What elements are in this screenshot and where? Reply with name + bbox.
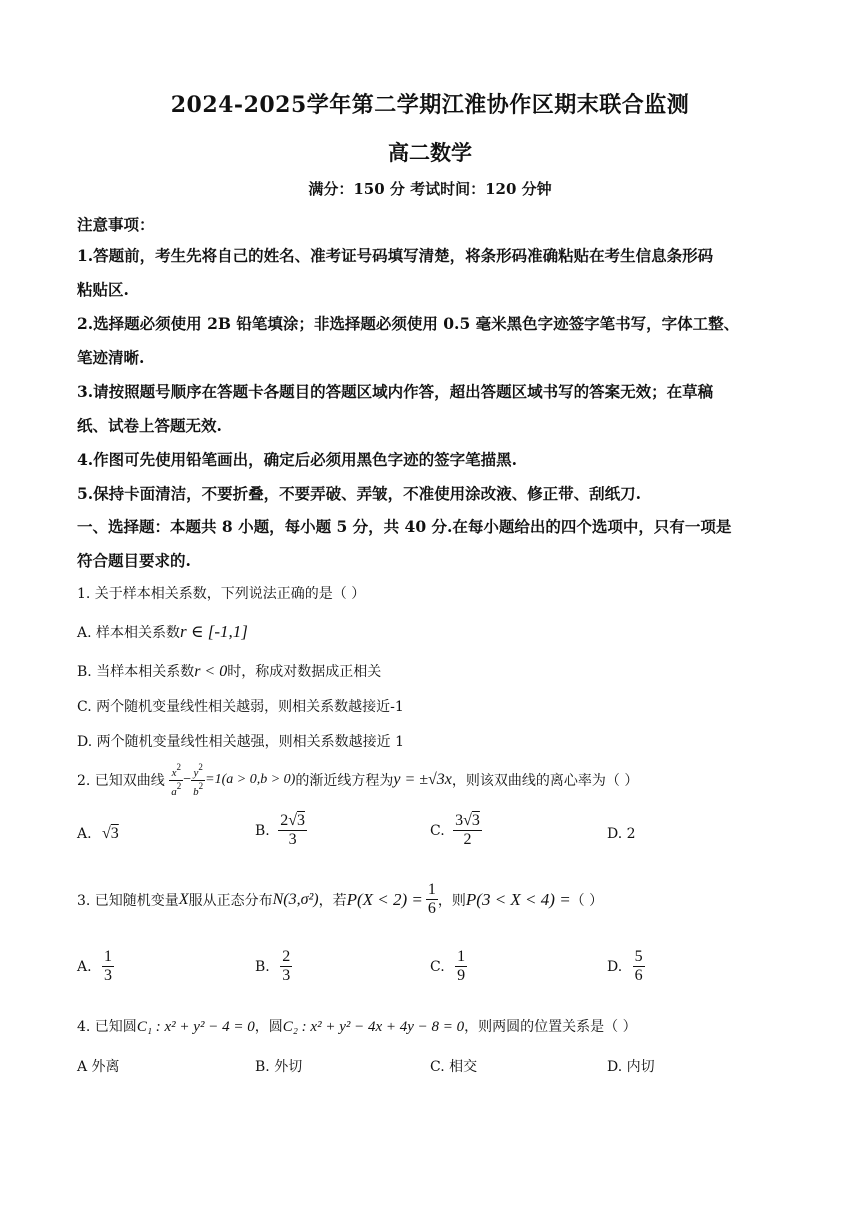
- q4-mid: ，圆: [254, 1019, 283, 1035]
- question-3-option-a: A. $\frac{1}{3}$: [77, 948, 113, 985]
- question-2-option-b: B. $\frac{2√3}{3}$: [255, 812, 305, 849]
- question-3-stem: 3. 已知随机变量X服从正态分布N(3,σ²)，若P(X < 2) = $\frac{1}{6}$ ，则P(3 < X < 4) =（ ）: [77, 881, 604, 918]
- question-4-option-a: A 外离: [77, 1059, 120, 1075]
- question-4-option-d: D. 内切: [607, 1059, 655, 1075]
- question-3-option-b: B. $\frac{2}{3}$: [255, 948, 291, 985]
- q3-mid3: ，则: [437, 892, 466, 909]
- option-a-math: r ∈ [-1,1]: [180, 622, 248, 641]
- q4-prefix: 4. 已知圆: [77, 1019, 137, 1035]
- q3-var: X: [178, 890, 189, 908]
- q4-suffix: ，则两圆的位置关系是（ ）: [464, 1019, 637, 1035]
- option-b-math: r < 0: [194, 663, 228, 680]
- q3-suffix: （ ）: [570, 892, 604, 909]
- section-heading-cont: 符合题目要求的.: [77, 551, 191, 570]
- question-4-option-b: B. 外切: [255, 1059, 303, 1075]
- question-3-option-c: C. $\frac{1}{9}$: [430, 948, 466, 985]
- notice-item: 粘贴区.: [77, 280, 129, 299]
- exam-meta: 满分：150 分 考试时间：120 分钟: [308, 180, 552, 198]
- question-3-option-d: D. $\frac{5}{6}$: [607, 948, 643, 985]
- question-4-stem: [77, 1016, 637, 1036]
- q2-prefix: 2. 已知双曲线: [77, 773, 165, 790]
- q2-mid: 的渐近线方程为: [295, 773, 394, 790]
- notice-item: 5.保持卡面清洁，不要折叠，不要弄破、弄皱，不准使用涂改液、修正带、刮纸刀.: [77, 484, 642, 503]
- question-2-option-a: A. √3: [77, 825, 119, 842]
- question-1-option-a: [77, 622, 248, 642]
- q3-mid2: ，若: [318, 892, 347, 909]
- section-heading: 一、选择题：本题共 8 小题，每小题 5 分，共 40 分.在每小题给出的四个选项中，只有一项是: [77, 517, 732, 536]
- option-b-text: B. 当样本相关系数: [77, 664, 195, 680]
- question-2-option-d: D. 2: [607, 826, 636, 842]
- q3-mid: 服从正态分布: [188, 892, 273, 909]
- question-2-option-c: C. $\frac{3√3}{2}$: [430, 812, 480, 849]
- fraction-x2-a2: $\frac{x^2}{a^2}$: [171, 762, 182, 798]
- question-1-option-c: C. 两个随机变量线性相关越弱，则相关系数越接近-1: [77, 699, 404, 715]
- option-label: A.: [77, 826, 92, 842]
- q3-prefix: 3. 已知随机变量: [77, 892, 179, 909]
- notice-item: 1.答题前，考生先将自己的姓名、准考证号码填写清楚，将条形码准确粘贴在考生信息条形码: [77, 246, 714, 265]
- q4-circle-1: C₁ : x² + y² − 4 = 0: [136, 1019, 255, 1035]
- option-label: A.: [77, 958, 92, 975]
- q4-circle-2: C₂ : x² + y² − 4x + 4y − 8 = 0: [282, 1019, 465, 1035]
- question-1-option-b: [77, 661, 381, 681]
- option-label: D.: [607, 958, 623, 975]
- notice-item: 4.作图可先使用铅笔画出，确定后必须用黑色字迹的签字笔描黑.: [77, 450, 518, 469]
- q3-ask: P(3 < X < 4) =: [465, 889, 571, 909]
- option-label: C.: [430, 958, 445, 975]
- notice-item: 纸、试卷上答题无效.: [77, 416, 222, 435]
- option-label: C.: [430, 822, 445, 839]
- option-label: B.: [255, 822, 270, 839]
- question-2-stem: 2. 已知双曲线 $\frac{x^2}{a^2}$ − $\frac{y^2}{b^2}$ =1(a > 0,b > 0)的渐近线方程为y = ±√3x，则该双曲线的离心率为（ ）: [77, 762, 639, 798]
- option-b-suffix: 时，称成对数据成正相关: [227, 664, 382, 680]
- exam-title: 2024-2025学年第二学期江淮协作区期末联合监测: [170, 92, 690, 118]
- q2-asymptote: y = ±√3x: [393, 771, 452, 789]
- q2-suffix: ，则该双曲线的离心率为（ ）: [451, 773, 639, 790]
- q2-condition: =1(a > 0,b > 0): [205, 772, 296, 788]
- question-4-option-c: C. 相交: [430, 1059, 478, 1075]
- notice-item: 笔迹清晰.: [77, 348, 145, 367]
- option-a-text: A. 样本相关系数: [77, 625, 181, 641]
- exam-subject: 高二数学: [388, 140, 472, 165]
- notice-item: 2.选择题必须使用 2B 铅笔填涂；非选择题必须使用 0.5 毫米黑色字迹签字笔书写，字体工整、: [77, 314, 740, 333]
- notice-item: 3.请按照题号顺序在答题卡各题目的答题区域内作答，超出答题区域书写的答案无效；在草稿: [77, 382, 714, 401]
- fraction-y2-b2: $\frac{y^2}{b^2}$: [193, 762, 204, 798]
- question-1-option-d: D. 两个随机变量线性相关越强，则相关系数越接近 1: [77, 734, 404, 750]
- option-label: B.: [255, 958, 270, 975]
- question-1-stem: 1. 关于样本相关系数，下列说法正确的是（ ）: [77, 586, 366, 602]
- notice-heading: 注意事项：: [77, 215, 155, 234]
- q3-dist: N(3,σ²): [272, 890, 319, 908]
